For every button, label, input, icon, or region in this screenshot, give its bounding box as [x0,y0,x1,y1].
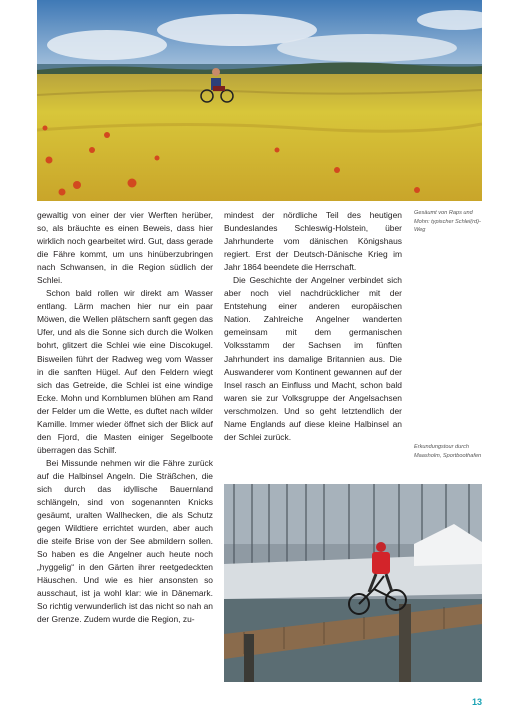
body-text-column-1 [37,209,213,627]
paragraph: mindest der nördliche Teil des heutigen Bundeslandes Schleswig-Holstein, über Jahrhunderte vom dänischen Königshaus regiert. Erst der Deutsch-Dänische Krieg im Jahr 1864 beendete die Herrschaft. [224,210,402,273]
rapeseed-field-photo [37,0,482,201]
paragraph: Bei Missunde nehmen wir die Fähre zurück auf die Halbinsel Angeln. Die Sträßchen, die sich durch das idyllische Bauernland schlängeln, sind von sogenannten Knicks gesäumt, uralten Wallhecken, die als Schutz gegen Wildtiere errichtet wurden, aber auch die steife Brise von der See abmildern sollen. So haben es die Angelner auch heute noch „hyggelig“ in den Gärten ihrer reetgedeckten Häuschen. Und wie es hier ansonsten so ausschaut, ist ja wohl klar: wie in Dänemark. So richtig verwunderlich ist das nicht so nah an der Grenze. Zudem wurde die Region, zu- [37,457,213,625]
paragraph: Die Geschichte der Angelner verbindet sich aber noch viel nachdrücklicher mit der Entstehung einer anderen europäischen Nation. Zahlreiche Angelner wanderten gemeinsam mit dem germanischen Volksstamm der Sachsen im fünften Jahrhundert ins damalige Britannien aus. Die Auswanderer vom Kontinent gewannen auf der Insel rasch an Einfluss und Macht, schon bald waren sie zur Volksgruppe der Angelsachsen verschmolzen. Und so geht letztendlich der Name Englands auf diese kleine Halbinsel an der Schlei zurück. [224,275,402,442]
body-text-column-2 [224,209,402,444]
paragraph: gewaltig von einer der vier Werften herüber, so, als bräuchte es einen Beweis, dass hier wirklich noch gearbeitet wird. Gut, dass gerade die Fähre kommt, um uns hinüberzubringen nach Schwansen, in die Region südlich der Schlei. [37,210,213,286]
harbour-cyclist-photo [224,484,482,682]
paragraph: Schon bald rollen wir direkt am Wasser entlang. Lärm machen hier nur ein paar Möwen, die Wellen plätschern sanft gegen das Ufer, und als die Sonne sich durch die Wolken bohrt, glitzert die Schlei wie eine Discokugel. Bisweilen führt der Radweg weg vom Wasser in die sanften Hügel. Auf den Feldern wiegt sich das Getreide, die Schlei ist eine windige Ecke. Mohn und Kornblumen blühen am Rand der Felder um die Wette, es duftet nach wilder Kamille. Immer wieder öffnet sich der Blick auf den Fjord, die Masten einiger Segelboote überragen das Schilf. [37,288,213,455]
photo-caption-top: Gesäumt von Raps und Mohn: typischer Schlei(rd)-Weg [414,210,481,234]
page-number: 13 [471,697,482,707]
photo-caption-bottom: Erkundungstour durch Maasholm, Sportboothafen [414,444,482,459]
